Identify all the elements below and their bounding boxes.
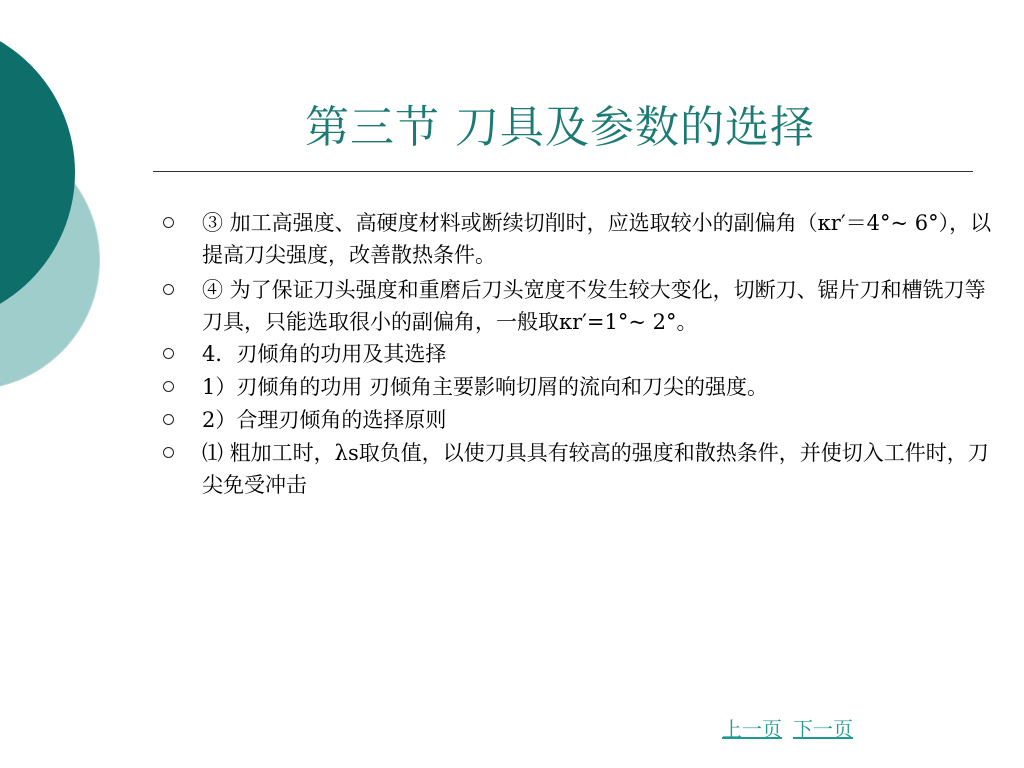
slide-navigation: [722, 713, 864, 742]
title-divider: [153, 171, 973, 172]
bullet-circle-icon: [163, 381, 174, 392]
prev-page-link[interactable]: 上一页: [722, 717, 782, 741]
bullet-list: [162, 207, 1002, 501]
bullet-text: 4．刃倾角的功用及其选择: [202, 342, 447, 366]
slide-title: 第三节 刀具及参数的选择: [305, 102, 815, 153]
bullet-circle-icon: [163, 284, 174, 295]
bullet-circle-icon: [163, 447, 174, 458]
bullet-circle-icon: [163, 348, 174, 359]
bullet-item: [162, 404, 1002, 436]
next-page-link[interactable]: 下一页: [793, 717, 853, 741]
bullet-circle-icon: [163, 217, 174, 228]
bullet-item: [162, 371, 1002, 403]
bullet-item: [162, 338, 1002, 370]
bullet-text: 1）刃倾角的功用 刃倾角主要影响切屑的流向和刀尖的强度。: [202, 375, 769, 399]
bullet-text: ③ 加工高强度、高硬度材料或断续切削时，应选取较小的副偏角（κr′＝4°~ 6°），以提高刀尖强度，改善散热条件。: [202, 211, 992, 267]
bullet-item: [162, 437, 1002, 501]
bullet-item: [162, 274, 1002, 338]
bullet-text: ⑴ 粗加工时，λs取负值，以使刀具具有较高的强度和散热条件，并使切入工件时，刀尖免受冲击: [202, 441, 989, 497]
bullet-item: [162, 207, 1002, 271]
bullet-text: ④ 为了保证刀头强度和重磨后刀头宽度不发生较大变化，切断刀、锯片刀和槽铣刀等刀具，只能选取很小的副偏角，一般取κr′=1°~ 2°。: [202, 278, 986, 334]
bullet-text: 2）合理刃倾角的选择原则: [202, 408, 447, 432]
bullet-circle-icon: [163, 414, 174, 425]
